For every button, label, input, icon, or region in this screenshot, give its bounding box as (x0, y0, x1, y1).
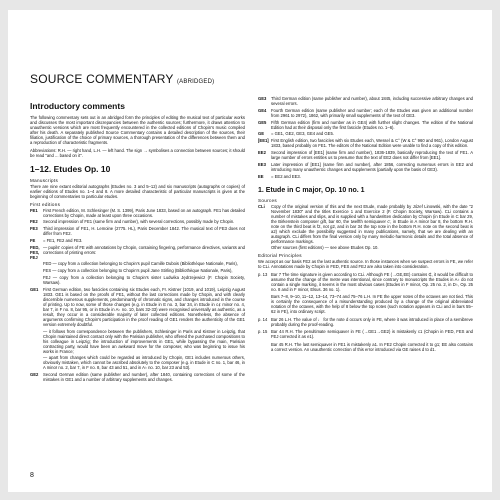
sources-label: Sources (258, 197, 277, 203)
edition-entry (258, 138, 473, 148)
german-editions-list (258, 96, 473, 179)
edition-entry (30, 245, 245, 260)
edition-entry-key: EE2 (258, 149, 266, 155)
source-entry-key (258, 245, 271, 250)
edition-entry-text: Later impression of [EE1] (same firm and number), after 1856, correcting numerous errors in EE2 and introducing many unauthentic changes and supplements (partially upon the basis of GE3). (271, 161, 473, 172)
edition-entry-text: Third impression of FE1, H. Lemoine (2775. HL), Paris December 1842. The musical text of FE3 does not differ from FE2. (43, 226, 245, 237)
edition-entry-text: FES — copy from a collection belonging to Chopin's pupil Jane Stirling (Bibliothèque Nationale, Paris), (43, 268, 233, 274)
commentary-note (258, 317, 473, 327)
edition-entry-key: EE3 (258, 161, 266, 167)
edition-entry-text: FEJ — copy from a collection belonging to Chopin's sister Ludwika Jędrzejewicz (F. Chopin Society, Warsaw). (43, 275, 245, 286)
edition-entry-text: Third German edition (same publisher and number), about 1845, including successive arbitrary changes and several errors. (271, 96, 473, 106)
edition-entry-key: GE1 (30, 286, 39, 292)
edition-entry-key (30, 268, 43, 273)
editorial-principles-paragraph: We accept as our basis FE2 as the last authentic source. In those instances when we suspect errors in FE, we refer to CLi. Annotations made by Chopin in FED, FES and FEJ are also taken into consideration. (258, 259, 473, 270)
edition-entry-text: — pupils' copies of FE with annotations by Chopin, containing fingering, performance directives, variants and corrections of printing errors: (43, 244, 245, 255)
source-entry-text: Copy of the original version of this and the next Etude, made probably by Józef Linowski, with the date "2 November 1830" and the titles Exercice 1 and Exercice 2 (F. Chopin Society, Warsaw). CLi contains a number of mistakes and slips, and is supplied with a handwritten dedication by Chopin (in Etude in C bar 29, the Birkenstein composer gift, bar 60, the twelfth semiquaver c′, in Etude in A minor bar 8, the bottom R.H. note on the third beat is f2, not g2, and in bar 34 the top note in the bottom R.H. note on the second beat is a2) which exclude the possibility suggested in many publications, namely, that we are dealing with an autograph. CLi differs from the final version only by many melodic-harmonic details and the total absence of performance markings. (271, 203, 473, 244)
document-page (8, 10, 492, 492)
right-column (258, 96, 473, 354)
edition-entry (258, 174, 473, 179)
edition-entry (30, 372, 245, 382)
edition-entry (30, 261, 245, 266)
edition-entry-key: FE1 (30, 207, 38, 213)
edition-entry-text: = EE2 and EE3. (271, 173, 301, 179)
edition-entry-key (30, 329, 43, 354)
edition-entry (258, 162, 473, 172)
edition-entry-text: — apart from changes which could be regarded as introduced by Chopin, GE1 includes numerous others, obviously mistaken, which cannot be ascribed absolutely to the composer (e.g. in Etude in C no. 1, bar 46, in A minor no. 2, bar 7, in F no. 8, bar 43 and 51, and in A♭ no. 10, bar 23 and 53). (43, 355, 245, 371)
edition-entry-key: GE (258, 131, 265, 137)
header-subtitle: (ABRIDGED) (176, 79, 215, 85)
edition-entry-key: FED, FES, FEJ (30, 244, 40, 260)
edition-entry (30, 268, 245, 273)
edition-entry-key: GE2 (30, 372, 39, 378)
left-column (30, 102, 245, 384)
edition-entry-key (30, 261, 43, 266)
commentary-note-key: p. 15 (258, 329, 268, 335)
edition-entry-key (30, 355, 43, 370)
editorial-principles-label: Editorial Principles (258, 253, 302, 259)
first-editions-list (30, 208, 245, 383)
edition-entry (30, 219, 245, 224)
edition-entry-text: — it follows from correspondence between the publishers, Schlesinger in Paris and Kistner in Leipzig, that Chopin maintained direct contact only with the Parisian publisher, who offered the purchased compositions to his colleague in Leipzig; the introduction of improvements in GE1, while bypassing the main, Parisian contracting party, would have been an awkward move for the composer, who was beginning to issue his works in France; (43, 328, 245, 354)
edition-entry-text: Second impression of FE1 (same firm and number), with several corrections, possibly made by Chopin. (43, 219, 235, 225)
edition-entry-key (30, 275, 43, 285)
abbreviations-paragraph: Abbreviations: R.H. — right hand, L.H. — left hand. The sign → symbolises a connection between sources; it should be read "and ... based on it". (30, 147, 245, 158)
page-number: 8 (30, 472, 34, 479)
edition-entry-text: First French edition, M. Schlesinger (M. S. 1399), Paris June 1833, based on an autograph. FE1 has detailed corrections by Chopin, made at least upon three occasions. (43, 207, 245, 218)
edition-entry-key: GE4 (258, 107, 267, 113)
etude1-heading: 1. Etude in C major, Op. 10 no. 1 (258, 186, 365, 194)
source-entry (258, 204, 473, 244)
edition-entry (30, 226, 245, 236)
etudes-heading: 1–12. Etudes Op. 10 (30, 163, 111, 174)
edition-entry (258, 96, 473, 106)
edition-entry (258, 150, 473, 160)
edition-entry (258, 120, 473, 130)
edition-entry-key: GE3 (258, 96, 267, 101)
first-editions-label: First editions (30, 201, 61, 207)
edition-entry-text: First English edition, two fascicles with six Etudes each, Wessel & C° (W & C° 960 and 961), London August 1833, based probably on FE1. The editors of the National Edition were unable to find a copy of this edition. (271, 138, 473, 149)
edition-entry (30, 208, 245, 218)
source-entry-key: CLi (258, 203, 265, 209)
edition-entry-text: Second German edition (same publisher and number), after 1840, containing corrections of some of the mistakes in GE1 and a number of arbitrary supplements and changes. (43, 372, 245, 383)
intro-heading: Introductory comments (30, 101, 125, 111)
sources-list (258, 204, 473, 251)
commentary-note (258, 294, 473, 314)
edition-entry-text: Second impression of [EE1] (same firm and number), 1836-1839, basically reproducing the text of FE1. A large number of errors entitles us to presume that the text of EE2 does not differ from [EE1]. (271, 149, 473, 160)
edition-entry (30, 329, 245, 354)
manuscripts-label: Manuscripts (30, 177, 59, 183)
edition-entry-text: FED — copy from a collection belonging to Chopin's pupil Camille Dubois (Bibliothèque Nationale, Paris), (43, 261, 238, 267)
page-header (30, 72, 214, 86)
commentary-note-key (258, 342, 271, 352)
edition-entry (30, 275, 245, 285)
edition-entry-key: FE3 (30, 226, 38, 232)
commentary-note-text: Bar 44 R.H. The penultimate semiquaver in FE (→GE1→GE2) is mistakenly c1 (Chopin in FED, FES and FEJ corrected it as e1). (271, 329, 473, 340)
commentary-note-text: Bars 7–8, 9–10, 11–12, 13–14, 73–74 and 75–76 L.H. In FE the upper notes of the octaves are not tied. This is certainly the consequence of a misunderstanding produced by a change of the original abbreviated notation of the octaves, with the help of 8 below the top notes (such notation appears in CLi and in bars 55–62 in FE), into ordinary script. (271, 294, 473, 315)
commentary-note (258, 272, 473, 292)
commentary-note-key: p. 13 (258, 271, 268, 277)
manuscripts-paragraph: There are nine extant editorial autographs (Etudes no. 3 and 5–12) and six manuscripts (autographs or copies) of earlier editions of Etudes no. 1–4 and 8. A more detailed characteristic of particular manuscripts is given at the beginning of commentaries to particular etudes. (30, 183, 245, 199)
intro-paragraph: The following commentary sets out in an abridged form the principles of editing the musical text of particular works and discusses the most important discrepancies between the authentic sources; furthermore, it draws attention to unauthentic versions which are most frequently encountered in the collected editions of Chopin's music compiled after his death. A separately published Source Commentary contains a detailed description of the sources, their filiation, justification of the choice of primary sources, a thorough presentation of the differences between them and a reproduction of characteristic fragments. (30, 115, 245, 145)
edition-entry-key: FE2 (30, 219, 38, 225)
edition-entry-text: Fifth German edition (firm and number as in GE4) with further slight changes. The edition of the National Edition had at their disposal only the first fascicle (Etudes no. 1–6). (271, 119, 473, 130)
commentary-note-text: Bar 7 The time signature is given according to CLi. Although FE (→GE,EE) contains ₵, it would be difficult to assume that the change of the metre was intentional, since contrary to monuscripts the Etudes in A♭ do not contain a single marking, it seems in the most obvious cases (Etudes in F minor, Op. 25 no. 2, in D♭, Op. 25 no. 8 and in F minor, Elsus. 36 no. 1). (271, 271, 473, 292)
commentary-note-key (258, 294, 271, 314)
edition-entry (258, 108, 473, 118)
commentary-note (258, 342, 473, 352)
header-title: SOURCE COMMENTARY (30, 72, 174, 86)
edition-entry-key: FE (30, 237, 36, 243)
edition-entry-text: = FE1, FE2 and FE3. (43, 237, 83, 243)
commentary-note-key: p. 14 (258, 316, 268, 322)
edition-entry-text: Fourth German edition (same publisher and number; each of the Etudes was given an additional number from 2961 to 2972), 1862, with primarily small supplements of the text of GE3. (271, 107, 473, 118)
edition-entry (258, 131, 473, 136)
source-entry-text: Other sources (first editions) — see above Etudes Op. 10. (271, 245, 379, 251)
commentary-note-text: Bar 45 R.H. The last semiquaver in FE1 is mistakenly a1. In FE2 Chopin corrected it to g1; EE also contains a correct version. An unauthentic correction of this error introduced via GE raises d to d1. (271, 341, 473, 352)
edition-entry-text: = GE1, GE2, GE3, GE4 and GE5. (271, 131, 334, 137)
edition-entry-text: First German edition, two fascicles containing six Etudes each, Fr. Kistner (1019, and 1019), Leipzig August 1833. GE1 is based on the proofs of FE1, without the last corrections made by Chopin, and with clearly discernible numerous supplements, predominantly of chromatic signs, and changes introduced in the course of printing. Up to now, some of those changes (e.g. in Etude in E no. 3, bar 34, in Etude in c♯ minor no. 4, bar 7, in F no. 8, bar 95, or in Etude in A♭ no. 10, bars 32-33) were recognised universally as authentic, as a result, they occur in a considerable majority of later collected editions. Nonetheless, the absence of arguments confirming Chopin's participation in the proof reading of GE1 renders the authenticity of the GE1 version extremely doubtful. (43, 286, 245, 327)
source-entry (258, 245, 473, 250)
commentary-note (258, 329, 473, 339)
edition-entry-key: GE5 (258, 119, 267, 125)
edition-entry (30, 287, 245, 327)
edition-entry (30, 238, 245, 243)
edition-entry (30, 355, 245, 370)
edition-entry-key: EE (258, 173, 264, 179)
commentary-note-text: Bar 26 L.H. The value of ♩ for the note d occurs only in FE, where it was introduced in place of a semibreve probably during the proof-reading. (271, 316, 473, 327)
edition-entry-key: [EE1] (258, 138, 269, 144)
notes-list (258, 272, 473, 352)
